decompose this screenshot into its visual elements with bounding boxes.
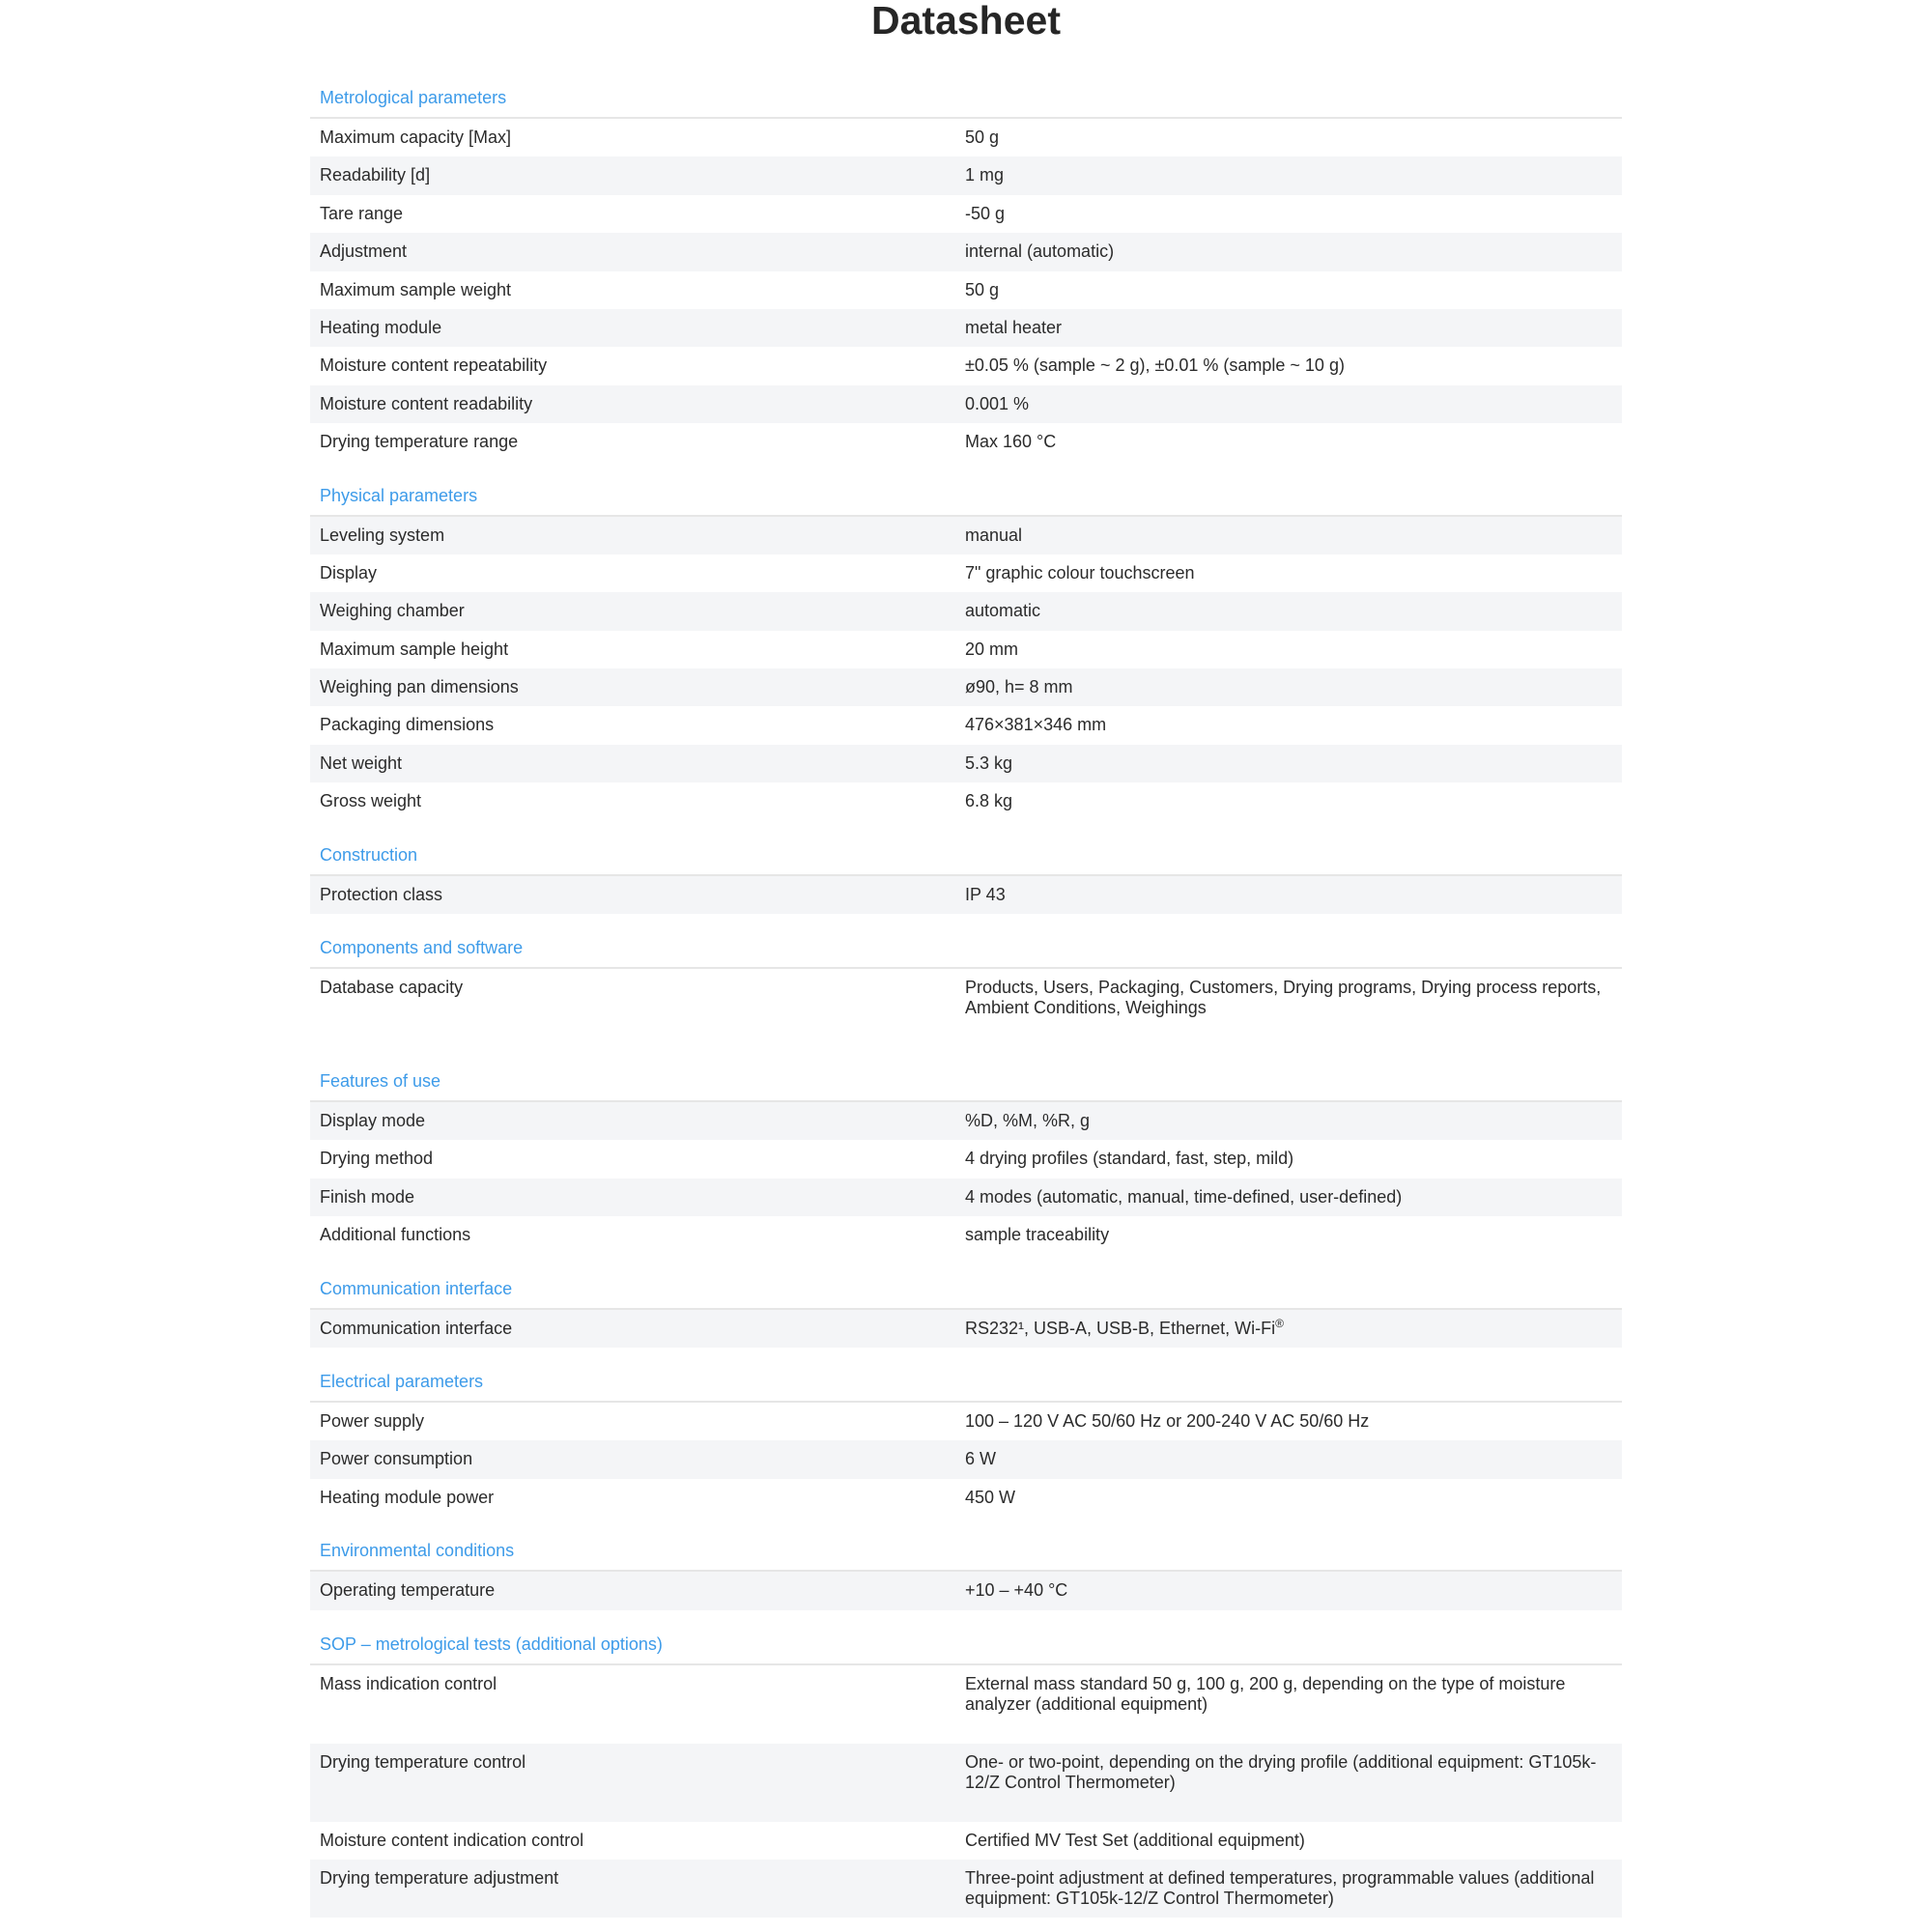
row-value-text: 450 W [965, 1487, 1016, 1507]
row-value [965, 1488, 1622, 1508]
row-value [965, 885, 1622, 905]
registered-mark: ® [1275, 1316, 1284, 1330]
row-label: Net weight [320, 753, 403, 773]
row-value-text: ø90, h= 8 mm [965, 677, 1073, 697]
row-value [965, 280, 1622, 300]
table-row [310, 706, 1622, 744]
row-value [965, 165, 1622, 185]
row-label: Moisture content readability [320, 393, 533, 413]
row-value [965, 526, 1622, 546]
row-value [965, 242, 1622, 262]
table-row [310, 1403, 1622, 1440]
table-row [310, 347, 1622, 384]
row-label: Adjustment [320, 242, 408, 262]
row-value [965, 1111, 1622, 1131]
row-value-text: 20 mm [965, 639, 1019, 659]
table-row [310, 1440, 1622, 1478]
row-value [965, 978, 1622, 1018]
row-value-text: Three-point adjustment at defined temperatures, programmable values (additional equipment: GT105k-12/Z Control Thermometer) [965, 1867, 1595, 1908]
table-row [310, 271, 1622, 309]
row-value [965, 1449, 1622, 1469]
table-row [310, 554, 1622, 592]
row-value [965, 1187, 1622, 1208]
row-label: Drying temperature control [320, 1751, 526, 1772]
row-label: Operating temperature [320, 1580, 496, 1601]
table-row [310, 1179, 1622, 1216]
row-value-text: 1 mg [965, 165, 1005, 185]
table-row [310, 1744, 1622, 1822]
row-value [965, 677, 1622, 697]
row-value-text: sample traceability [965, 1225, 1110, 1245]
row-value [965, 1752, 1622, 1793]
row-value-text: ±0.05 % (sample ~ 2 g), ±0.01 % (sample ~ 10 g) [965, 355, 1345, 376]
row-value-text: 5.3 kg [965, 753, 1013, 773]
section-heading: Communication interface [310, 1255, 1622, 1310]
section-heading: Environmental conditions [310, 1517, 1622, 1572]
row-value-text: 4 drying profiles (standard, fast, step, mild) [965, 1149, 1294, 1169]
row-value [965, 1868, 1622, 1909]
row-value [965, 1831, 1622, 1851]
row-label: Power consumption [320, 1449, 473, 1469]
row-value-text: internal (automatic) [965, 242, 1115, 262]
row-label: Finish mode [320, 1186, 415, 1207]
row-label: Drying temperature adjustment [320, 1867, 559, 1888]
table-row [310, 969, 1622, 1047]
row-value-text: One- or two-point, depending on the drying profile (additional equipment: GT105k-12/Z Control Thermometer) [965, 1751, 1597, 1792]
row-value-text: -50 g [965, 203, 1006, 223]
row-value [965, 1225, 1622, 1245]
row-value-text: 6.8 kg [965, 791, 1013, 811]
row-label: Moisture content repeatability [320, 355, 548, 376]
row-value-text: 100 – 120 V AC 50/60 Hz or 200-240 V AC 50/60 Hz [965, 1410, 1370, 1431]
row-value-text: 476×381×346 mm [965, 715, 1107, 735]
row-value [965, 432, 1622, 452]
table-row [310, 156, 1622, 194]
row-value [965, 1411, 1622, 1432]
table-row [310, 195, 1622, 233]
row-label: Database capacity [320, 978, 464, 998]
row-value-text: %D, %M, %R, g [965, 1111, 1091, 1131]
table-row [310, 745, 1622, 782]
table-row [310, 1822, 1622, 1860]
table-row [310, 423, 1622, 461]
table-row [310, 233, 1622, 270]
section-heading: Components and software [310, 914, 1622, 969]
row-value-text: Certified MV Test Set (additional equipment) [965, 1830, 1305, 1850]
table-row [310, 1140, 1622, 1178]
row-value-text: 6 W [965, 1449, 997, 1469]
row-label: Display [320, 562, 378, 582]
table-row [310, 119, 1622, 156]
table-row [310, 1102, 1622, 1140]
row-value [965, 639, 1622, 660]
row-value-text: automatic [965, 601, 1041, 621]
table-row [310, 592, 1622, 630]
page-title: Datasheet [871, 0, 1061, 43]
row-label: Tare range [320, 203, 404, 223]
table-row [310, 309, 1622, 347]
table-row [310, 1860, 1622, 1918]
table-row [310, 385, 1622, 423]
row-value-text: IP 43 [965, 884, 1006, 904]
row-label: Gross weight [320, 791, 422, 811]
row-label: Leveling system [320, 525, 445, 545]
table-row [310, 1310, 1622, 1348]
row-label: Readability [d] [320, 165, 431, 185]
row-value [965, 601, 1622, 621]
section-heading: SOP – metrological tests (additional options) [310, 1610, 1622, 1665]
row-label: Additional functions [320, 1225, 471, 1245]
row-value [965, 394, 1622, 414]
row-label: Packaging dimensions [320, 715, 495, 735]
row-value [965, 1149, 1622, 1169]
row-value-text: External mass standard 50 g, 100 g, 200 g, depending on the type of moisture analyzer (additional equipment) [965, 1673, 1566, 1714]
row-value [965, 1674, 1622, 1715]
row-value-text: 50 g [965, 279, 1000, 299]
row-label: Mass indication control [320, 1673, 497, 1693]
table-row [310, 1216, 1622, 1254]
row-value [965, 1316, 1622, 1339]
row-label: Maximum sample weight [320, 279, 512, 299]
section-heading: Metrological parameters [310, 64, 1622, 119]
row-label: Protection class [320, 884, 443, 904]
row-label: Weighing chamber [320, 601, 465, 621]
row-value [965, 563, 1622, 583]
table-row [310, 876, 1622, 914]
section-heading: Construction [310, 821, 1622, 876]
row-label: Heating module power [320, 1487, 495, 1507]
row-value-text: 50 g [965, 128, 1000, 147]
table-row [310, 1572, 1622, 1609]
row-label: Power supply [320, 1410, 425, 1431]
row-label: Drying method [320, 1149, 434, 1169]
row-value [965, 204, 1622, 224]
row-label: Weighing pan dimensions [320, 677, 519, 697]
row-value [965, 355, 1622, 376]
row-value-text: RS232¹, USB-A, USB-B, Ethernet, Wi-Fi [965, 1318, 1276, 1338]
row-value-text: +10 – +40 °C [965, 1580, 1068, 1601]
row-value-text: manual [965, 525, 1023, 545]
row-value-text: 7" graphic colour touchscreen [965, 562, 1195, 582]
row-value-text: Products, Users, Packaging, Customers, Drying programs, Drying process reports, Ambient Conditions, Weighings [965, 978, 1602, 1018]
row-value [965, 791, 1622, 811]
row-label: Display mode [320, 1111, 426, 1131]
row-value-text: Max 160 °C [965, 432, 1057, 452]
row-label: Drying temperature range [320, 432, 519, 452]
row-label: Heating module [320, 317, 442, 337]
row-label: Moisture content indication control [320, 1830, 584, 1850]
section-heading: Physical parameters [310, 462, 1622, 517]
row-value [965, 128, 1622, 148]
row-label: Maximum sample height [320, 639, 509, 659]
row-value [965, 1580, 1622, 1601]
table-row [310, 517, 1622, 554]
row-value [965, 318, 1622, 338]
table-row [310, 782, 1622, 820]
row-value [965, 715, 1622, 735]
table-row [310, 631, 1622, 668]
section-heading: Features of use [310, 1047, 1622, 1102]
row-value [965, 753, 1622, 774]
table-row [310, 1665, 1622, 1744]
row-label: Maximum capacity [Max] [320, 128, 512, 147]
datasheet-table [310, 64, 1622, 1918]
row-value-text: 4 modes (automatic, manual, time-defined, user-defined) [965, 1186, 1403, 1207]
row-value-text: metal heater [965, 317, 1063, 337]
row-value-text: 0.001 % [965, 393, 1030, 413]
section-heading: Electrical parameters [310, 1348, 1622, 1403]
table-row [310, 1479, 1622, 1517]
table-row [310, 668, 1622, 706]
row-label: Communication interface [320, 1318, 513, 1338]
